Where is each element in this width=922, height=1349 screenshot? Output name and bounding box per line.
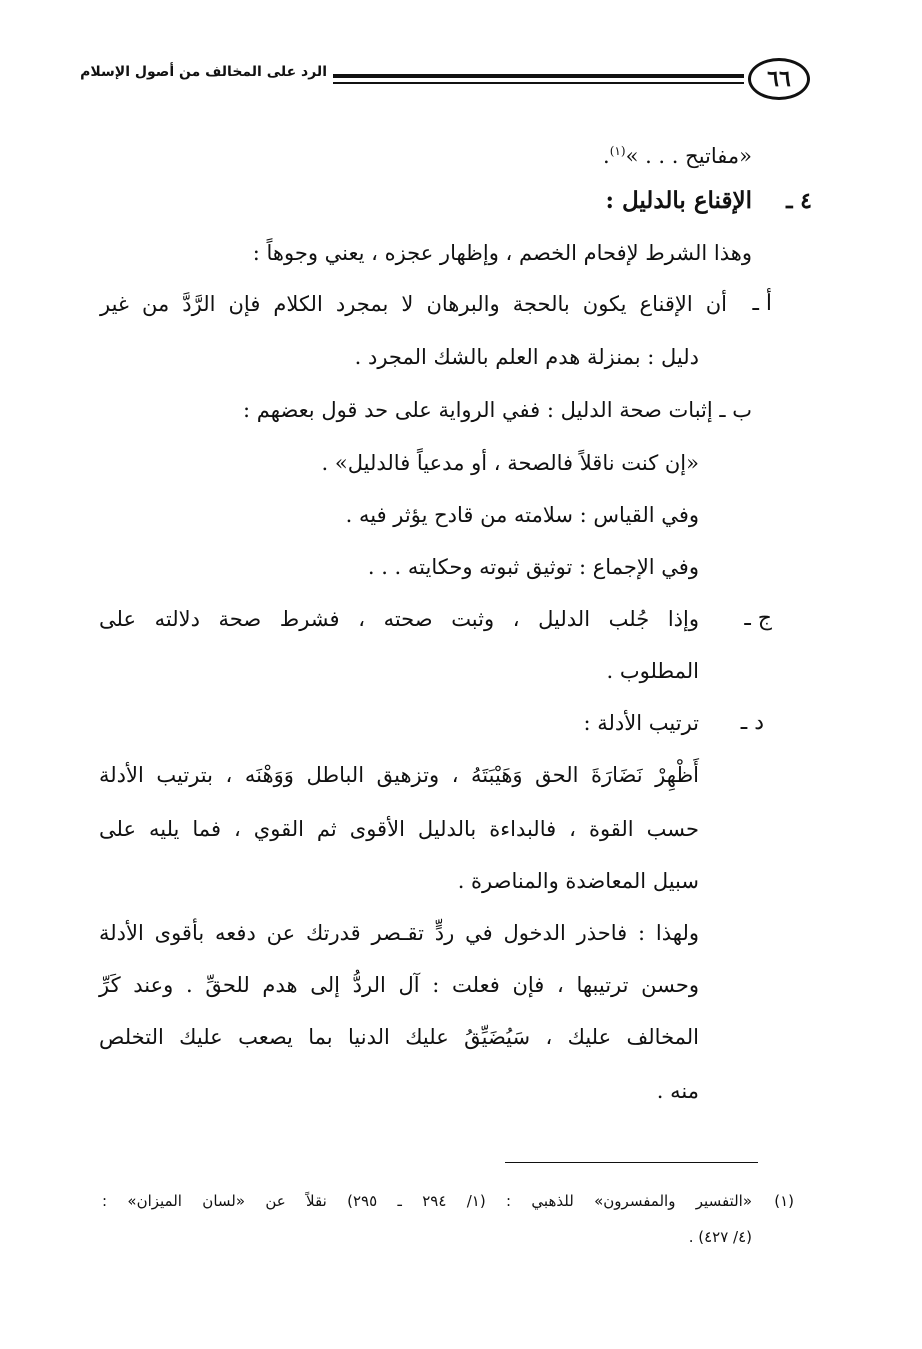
header-rule [333, 74, 744, 84]
item-j-marker: ج ـ [744, 606, 772, 631]
item-d-para1-line-3: سبيل المعاضدة والمناصرة . [457, 869, 699, 893]
item-d-marker: د ـ [740, 710, 764, 735]
item-a-line-1: أن الإقناع يكون بالحجة والبرهان لا بمجرد الكلام فإن الرَّدَّ من غير [100, 292, 727, 316]
item-b-line-1: ب ـ إثبات صحة الدليل : ففي الرواية على حد قول بعضهم : [243, 398, 752, 422]
opening-quote-period: . [603, 144, 610, 168]
footnote-line-2: (٤/ ٤٢٧) . [688, 1228, 752, 1246]
item-j-line-1: وإذا جُلب الدليل ، وثبت صحته ، فشرط صحة دلالته على [99, 607, 699, 631]
page-header [80, 58, 810, 108]
item-d-para2-line-1: ولهذا : فاحذر الدخول في ردٍّ تقـصر قدرتك عن دفعه بأقوى الأدلة [99, 921, 699, 945]
footnote-line-1: «التفسير والمفسرون» للذهبي : (١/ ٢٩٤ ـ ٢٩٥) نقلاً عن «لسان الميزان» : [102, 1192, 752, 1210]
footnote-separator [505, 1162, 758, 1163]
item-d-para2-line-4: منه . [656, 1079, 699, 1103]
intro-paragraph: وهذا الشرط لإفحام الخصم ، وإظهار عجزه ، يعني وجوهاً : [252, 241, 752, 265]
item-j-line-2: المطلوب . [606, 659, 699, 683]
item-d-para2-line-2: وحسن ترتيبها ، فإن فعلت : آل الردُّ إلى هدم للحقِّ . وعند كَرِّ [99, 973, 699, 997]
item-d-para2-line-3: المخالف عليك ، سَيُضَيِّقُ عليك الدنيا بما يصعب عليك التخلص [99, 1025, 699, 1049]
item-b-qiyas: وفي القياس : سلامته من قادح يؤثر فيه . [345, 503, 699, 527]
item-a-line-2: دليل : بمنزلة هدم العلم بالشك المجرد . [354, 345, 699, 369]
item-d-para1-line-1: أَظْهِرْ نَضَارَةَ الحق وَهَيْبَتَهُ ، وتزهيق الباطل وَوَهْنَه ، بترتيب الأدلة [99, 763, 699, 787]
item-d-title: ترتيب الأدلة : [583, 711, 699, 735]
footnote-reference: (١) [609, 144, 626, 158]
opening-quote-line [603, 136, 752, 171]
running-title: الرد على المخالف من أصول الإسلام [80, 64, 327, 80]
item-d-para1-line-2: حسب القوة ، فالبداءة بالدليل الأقوى ثم القوي ، فما يليه على [99, 817, 699, 841]
opening-quote: «مفاتيح . . . » [625, 144, 752, 168]
section-heading: الإقناع بالدليل : [605, 187, 752, 214]
page-number: ٦٦ [748, 58, 810, 100]
footnote-number: (١) [774, 1192, 794, 1210]
item-b-quote: «إن كنت ناقلاً فالصحة ، أو مدعياً فالدليل» . [321, 451, 699, 475]
item-a-marker: أ ـ [752, 291, 772, 316]
item-b-ijma: وفي الإجماع : توثيق ثبوته وحكايته . . . [367, 555, 699, 579]
heading-number: ٤ ـ [786, 188, 812, 214]
